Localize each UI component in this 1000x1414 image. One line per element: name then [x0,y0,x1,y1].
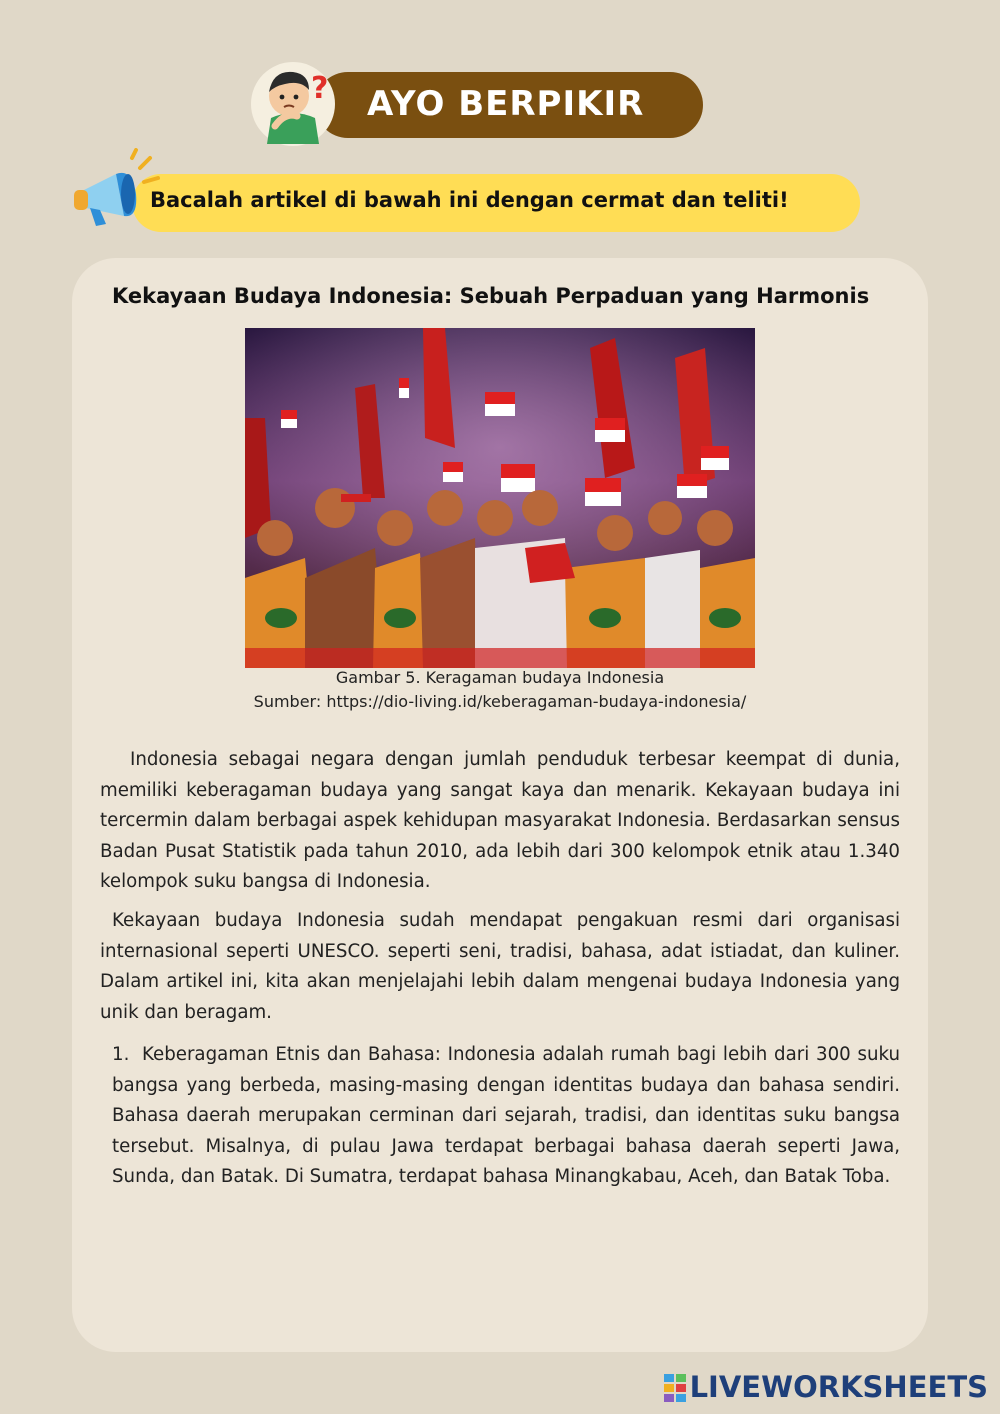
brand-logo [664,1370,988,1404]
figure-source: Sumber: https://dio-living.id/keberagaman-budaya-indonesia/ [253,692,747,711]
instruction-text: Bacalah artikel di bawah ini dengan cermat dan teliti! [150,188,789,212]
svg-text:?: ? [311,71,329,106]
article-title: Kekayaan Budaya Indonesia: Sebuah Perpaduan yang Harmonis [112,284,870,308]
paragraph: Kekayaan budaya Indonesia sudah mendapat pengakuan resmi dari organisasi internasional seperti UNESCO. seperti seni, tradisi, bahasa, adat istiadat, dan kuliner. Dalam artikel ini, kita akan menjelajahi lebih dalam mengenai budaya Indonesia yang unik dan beragam. [100,910,900,1023]
figure-caption: Gambar 5. Keragaman budaya Indonesia [335,668,665,687]
cultural-performers-photo [245,328,755,668]
list-text: Keberagaman Etnis dan Bahasa: Indonesia adalah rumah bagi lebih dari 300 suku bangsa yang berbeda, masing-masing dengan identitas budaya dan bahasa sendiri. Bahasa daerah merupakan cerminan dari sejarah, tradisi, dan identitas suku bangsa tersebut. Misalnya, di pulau Jawa terdapat berbagai bahasa daerah seperti Jawa, Sunda, dan Batak. Di Sumatra, terdapat bahasa Minangkabau, Aceh, dan Batak Toba. [112,1044,900,1187]
brand-name: LIVEWORKSHEETS [689,1370,988,1404]
thinking-student-icon [245,58,345,148]
instruction-banner [66,148,866,234]
list-item [112,1040,900,1193]
article-card [72,258,928,1352]
header [245,58,705,148]
liveworksheets-logo-icon [664,1372,686,1402]
header-title: AYO BERPIKIR [367,84,645,124]
list-number: 1. [112,1044,130,1065]
paragraph: Indonesia sebagai negara dengan jumlah penduduk terbesar keempat di dunia, memiliki keberagaman budaya yang sangat kaya dan menarik. Kekayaan budaya ini tercermin dalam berbagai aspek kehidupan masyarakat Indonesia. Berdasarkan sensus Badan Pusat Statistik pada tahun 2010, ada lebih dari 300 kelompok etnik atau 1.340 kelompok suku bangsa di Indonesia. [100,749,900,892]
